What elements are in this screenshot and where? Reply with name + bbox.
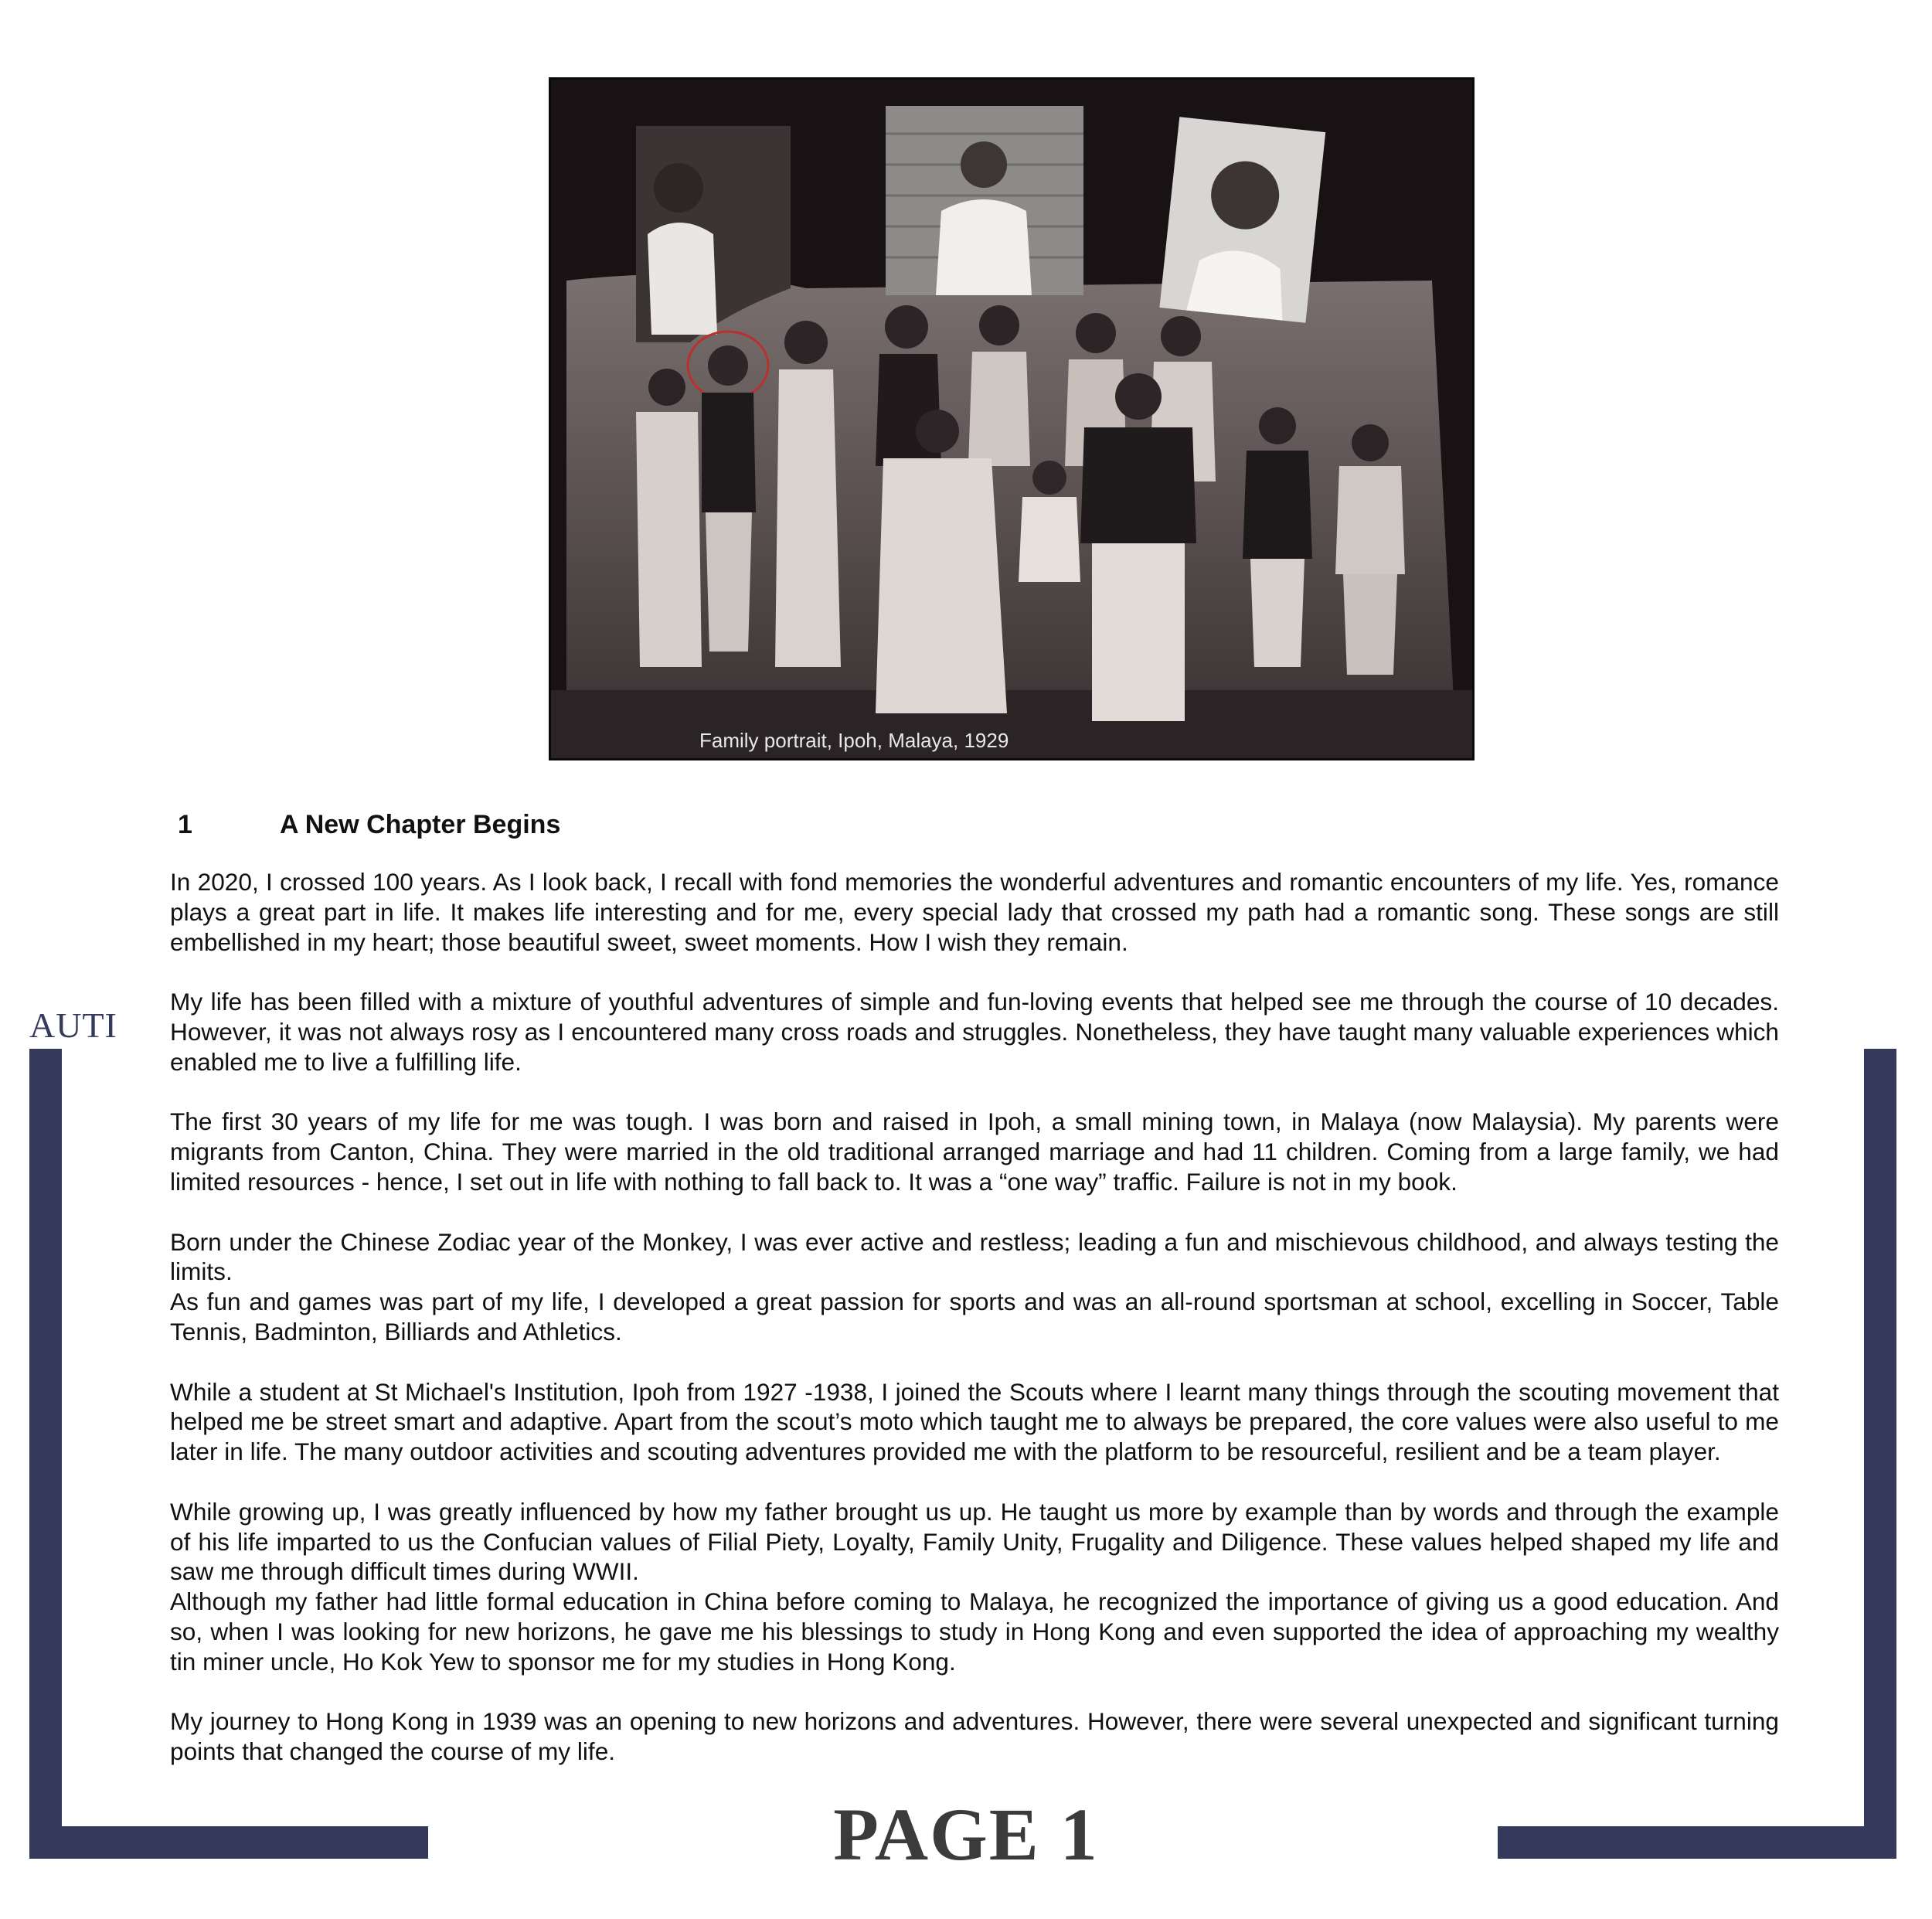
paragraph: While a student at St Michael's Institution, Ipoh from 1927 -1938, I joined the Scouts where I learnt many things through the scouting movement that helped me be street smart and adaptive. Apart from the scout’s moto which taught me to always be prepared, the core values were also useful to me later in life. The many outdoor activities and scouting adventures provided me with the platform to be resourceful, resilient and be a team player. bbox=[170, 1377, 1779, 1466]
paragraph: My life has been filled with a mixture of youthful adventures of simple and fun-loving events that helped see me through the course of 10 decades. However, it was not always rosy as I encountered many cross roads and struggles. Nonetheless, they have taught many valuable experiences which enabled me to live a fulfilling life. bbox=[170, 988, 1779, 1076]
paragraph: While growing up, I was greatly influenced by how my father brought us up. He taught us more by example than by words and through the example of his life imparted to us the Confucian values of Filial Piety, Loyalty, Family Unity, Frugality and Diligence. These values helped shaped my life and saw me through difficult times during WWII. bbox=[170, 1497, 1779, 1586]
inset-portrait-right bbox=[1159, 117, 1325, 323]
photo-illustration bbox=[551, 80, 1472, 758]
paragraph: The first 30 years of my life for me was tough. I was born and raised in Ipoh, a small mining town, in Malaya (now Malaysia). My parents were migrants from Canton, China. They were married in the old traditional arranged marriage and had 11 children. Coming from a large family, we had limited resources - hence, I set out in life with nothing to fall back to. It was a “one way” traffic. Failure is not in my book. bbox=[170, 1108, 1779, 1196]
paragraph: My journey to Hong Kong in 1939 was an opening to new horizons and adventures. However, there were several unexpected and significant turning points that changed the course of my life. bbox=[170, 1707, 1779, 1766]
page-number-label: PAGE 1 bbox=[833, 1793, 1099, 1876]
side-label: AUTI bbox=[29, 1005, 117, 1045]
photo-caption: Family portrait, Ipoh, Malaya, 1929 bbox=[699, 729, 1009, 752]
paragraph: In 2020, I crossed 100 years. As I look back, I recall with fond memories the wonderful adventures and romantic encounters of my life. Yes, romance plays a great part in life. It makes life interesting and for me, every special lady that crossed my path had a romantic song. These songs are still embellished in my heart; those beautiful sweet, sweet moments. How I wish they remain. bbox=[170, 868, 1779, 956]
chapter-heading bbox=[178, 810, 560, 840]
inset-portrait-center bbox=[886, 106, 1083, 295]
chapter-number: 1 bbox=[178, 810, 192, 839]
family-portrait-photo bbox=[549, 77, 1475, 760]
chapter-body bbox=[170, 867, 1779, 1797]
paragraph: Although my father had little formal education in China before coming to Malaya, he recognized the importance of giving us a good education. And so, when I was looking for new horizons, he gave me his blessings to study in Hong Kong and even supported the idea of approaching my wealthy tin miner uncle, Ho Kok Yew to sponsor me for my studies in Hong Kong. bbox=[170, 1587, 1779, 1676]
chapter-title: A New Chapter Begins bbox=[280, 810, 561, 839]
paragraph: As fun and games was part of my life, I developed a great passion for sports and was an all-round sportsman at school, excelling in Soccer, Table Tennis, Badminton, Billiards and Athletics. bbox=[170, 1288, 1779, 1346]
paragraph: Born under the Chinese Zodiac year of the Monkey, I was ever active and restless; leading a fun and mischievous childhood, and always testing the limits. bbox=[170, 1227, 1779, 1286]
